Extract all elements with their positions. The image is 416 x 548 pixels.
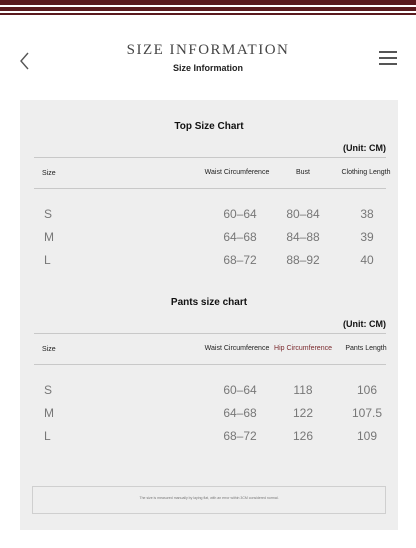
length-cell: 106 — [356, 383, 378, 397]
column-header-pants-length: Pants Length — [345, 345, 387, 352]
measurement-note-box — [32, 486, 386, 514]
size-cell: S — [44, 207, 53, 221]
top-bar-stripe — [0, 7, 416, 11]
length-cell: 109 — [356, 429, 378, 443]
pants-chart-unit: (Unit: CM) — [343, 319, 386, 329]
page-title: SIZE INFORMATION — [126, 42, 290, 58]
size-cell: L — [44, 253, 51, 267]
pants-chart-title: Pants size chart — [170, 297, 248, 308]
length-cell: 39 — [360, 230, 374, 244]
measurement-note: The size is measured manually by laying flat, with an error within 3CM considered normal. — [139, 496, 279, 500]
column-header-waist: Waist Circumference — [204, 345, 270, 352]
column-header-size: Size — [42, 346, 56, 353]
column-header-clothing-length: Clothing Length — [341, 169, 391, 176]
top-bar-stripe — [0, 13, 416, 15]
waist-cell: 68–72 — [223, 429, 257, 443]
bust-cell: 84–88 — [286, 230, 320, 244]
hip-cell: 118 — [293, 383, 313, 397]
column-header-waist: Waist Circumference — [204, 169, 270, 176]
length-cell: 40 — [360, 253, 374, 267]
size-cell: S — [44, 383, 53, 397]
divider — [34, 157, 386, 158]
waist-cell: 60–64 — [223, 383, 257, 397]
hip-cell: 126 — [292, 429, 314, 443]
length-cell: 38 — [360, 207, 374, 221]
bust-cell: 80–84 — [286, 207, 320, 221]
divider — [34, 333, 386, 334]
top-chart-unit: (Unit: CM) — [343, 143, 386, 153]
size-cell: M — [44, 406, 54, 420]
waist-cell: 60–64 — [223, 207, 257, 221]
size-cell: L — [44, 429, 51, 443]
top-bar-stripe — [0, 0, 416, 5]
top-decorative-bar — [0, 0, 416, 16]
divider — [34, 188, 386, 189]
column-header-size: Size — [42, 170, 56, 177]
divider — [34, 364, 386, 365]
size-cell: M — [44, 230, 54, 244]
top-chart-title: Top Size Chart — [174, 121, 244, 132]
length-cell: 107.5 — [351, 406, 383, 420]
waist-cell: 68–72 — [223, 253, 257, 267]
hip-cell: 122 — [292, 406, 314, 420]
waist-cell: 64–68 — [223, 230, 257, 244]
page-subtitle: Size Information — [172, 63, 243, 73]
menu-button[interactable] — [376, 48, 400, 68]
waist-cell: 64–68 — [223, 406, 257, 420]
column-header-bust: Bust — [295, 169, 311, 176]
bust-cell: 88–92 — [286, 253, 320, 267]
column-header-hip: Hip Circumference — [274, 345, 332, 352]
size-info-card — [20, 100, 398, 530]
